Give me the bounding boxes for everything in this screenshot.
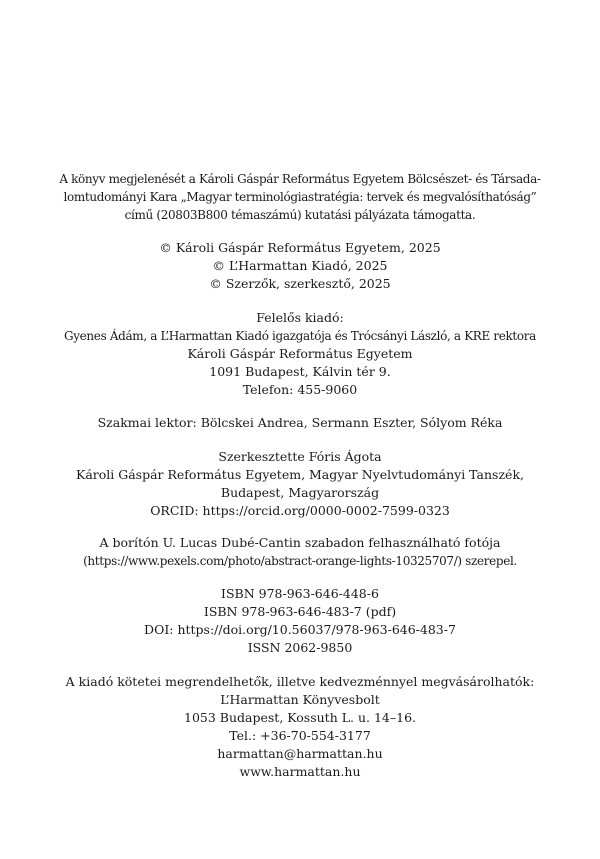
- copyright-line: © Szerzők, szerkesztő, 2025: [209, 276, 391, 291]
- copyright-line: © L’Harmattan Kiadó, 2025: [212, 258, 388, 273]
- funding-line: lomtudományi Kara „Magyar terminológiastratégia: tervek és megvalósíthatóság”: [63, 190, 537, 204]
- isbn-pdf: ISBN 978-963-646-483-7 (pdf): [203, 604, 397, 619]
- issn-line: ISSN 2062-9850: [247, 640, 353, 655]
- publisher-phone: Telefon: 455-9060: [242, 382, 358, 397]
- cover-credit-block: [40, 534, 560, 570]
- editor-affiliation: Károli Gáspár Református Egyetem, Magyar Nyelvtudományi Tanszék,: [75, 467, 524, 482]
- cover-credit-line: A borítón U. Lucas Dubé-Cantin szabadon felhasználható fotója: [99, 535, 501, 550]
- editor-line: Szerkesztette Fóris Ágota: [218, 449, 382, 464]
- copyright-line: © Károli Gáspár Református Egyetem, 2025: [159, 240, 441, 255]
- isbn-print: ISBN 978-963-646-448-6: [221, 586, 379, 601]
- cover-credit-url: (https://www.pexels.com/photo/abstract-orange-lights-10325707/) szerepel.: [83, 554, 517, 568]
- bookshop-name: L’Harmattan Könyvesbolt: [220, 692, 380, 707]
- publisher-heading: Felelős kiadó:: [256, 310, 344, 325]
- bookshop-address: 1053 Budapest, Kossuth L. u. 14–16.: [184, 710, 416, 725]
- reviewers-line: Szakmai lektor: Bölcskei Andrea, Sermann Eszter, Sólyom Réka: [97, 415, 503, 430]
- publisher-line: Károli Gáspár Református Egyetem: [187, 346, 413, 361]
- doi-line: DOI: https://doi.org/10.56037/978-963-646-483-7: [144, 622, 456, 637]
- editor-orcid: ORCID: https://orcid.org/0000-0002-7599-0323: [150, 503, 450, 518]
- ordering-block: [40, 673, 560, 781]
- ordering-line: A kiadó kötetei megrendelhetők, illetve kedvezménnyel megvásárolhatók:: [65, 674, 535, 689]
- identifiers-block: [40, 585, 560, 657]
- publisher-block: [40, 309, 560, 399]
- bookshop-phone: Tel.: +36-70-554-3177: [229, 728, 371, 743]
- bookshop-email: harmattan@harmattan.hu: [217, 746, 383, 761]
- copyright-block: [40, 239, 560, 293]
- reviewers-block: [40, 414, 560, 432]
- bookshop-website: www.harmattan.hu: [239, 764, 361, 779]
- funding-statement: [40, 170, 560, 224]
- editor-block: [40, 448, 560, 520]
- editor-location: Budapest, Magyarország: [220, 485, 380, 500]
- publisher-address: 1091 Budapest, Kálvin tér 9.: [209, 364, 391, 379]
- publisher-responsible: Gyenes Ádám, a L’Harmattan Kiadó igazgatója és Trócsányi László, a KRE rektora: [64, 329, 536, 343]
- funding-line: A könyv megjelenését a Károli Gáspár Református Egyetem Bölcsészet- és Társada-: [59, 172, 541, 186]
- funding-line: című (20803B800 témaszámú) kutatási pályázata támogatta.: [124, 208, 476, 222]
